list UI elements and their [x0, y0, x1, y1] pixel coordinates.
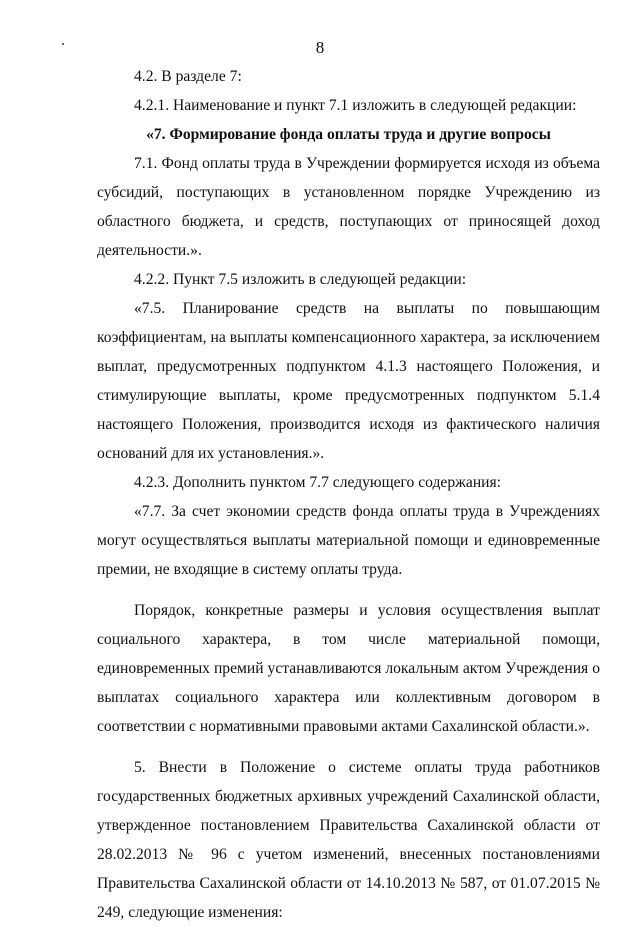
- section-7-heading: «7. Формирование фонда оплаты труда и другие вопросы: [146, 126, 551, 143]
- paragraph-4-2-2: 4.2.2. Пункт 7.5 изложить в следующей редакции:: [134, 271, 467, 288]
- paragraph-7-5: «7.5. Планирование средств на выплаты по повышающим коэффициентам, на выплаты компенсационного характера, за исключением выплат, предусмотренных подпунктом 4.1.3 настоящего Положения, и стимулирующие выплаты, кроме предусмотренных подпунктом 5.1.4 настоящего Положения, производится исходя из фактического наличия оснований для их установления.».: [97, 300, 600, 462]
- paragraph-7-1: 7.1. Фонд оплаты труда в Учреждении формируется исходя из объема субсидий, поступающих в установленном порядке Учреждению из областного бюджета, и средств, поступающих от приносящей доход деятельности.».: [97, 155, 600, 259]
- page-number: 8: [315, 38, 325, 57]
- paragraph-4-2: 4.2. В разделе 7:: [134, 68, 242, 85]
- paragraph-4-2-1: 4.2.1. Наименование и пункт 7.1 изложить в следующей редакции:: [134, 97, 577, 114]
- paragraph-4-2-3: 4.2.3. Дополнить пунктом 7.7 следующего содержания:: [134, 474, 502, 491]
- paragraph-procedure: Порядок, конкретные размеры и условия осуществления выплат социального характера, в том числе материальной помощи, единовременных премий устанавливаются локальным актом Учреждения о выплатах социального характера или коллективным договором в соответствии с нормативными правовыми актами Сахалинской области.».: [97, 602, 600, 735]
- document-body: [97, 62, 600, 927]
- paragraph-5: 5. Внести в Положение о системе оплаты труда работников государственных бюджетных архивных учреждений Сахалинской области, утвержденное постановлением Правительства Сахалинской области от 28.02.2013 № 96 с учетом изменений, внесенных постановлениями Правительства Сахалинской области от 14.10.2013 № 587, от 01.07.2015 № 249, следующие изменения:: [97, 759, 600, 921]
- paragraph-7-7: «7.7. За счет экономии средств фонда оплаты труда в Учреждениях могут осуществляться выплаты материальной помощи и единовременные премии, не входящие в систему оплаты труда.: [97, 503, 600, 578]
